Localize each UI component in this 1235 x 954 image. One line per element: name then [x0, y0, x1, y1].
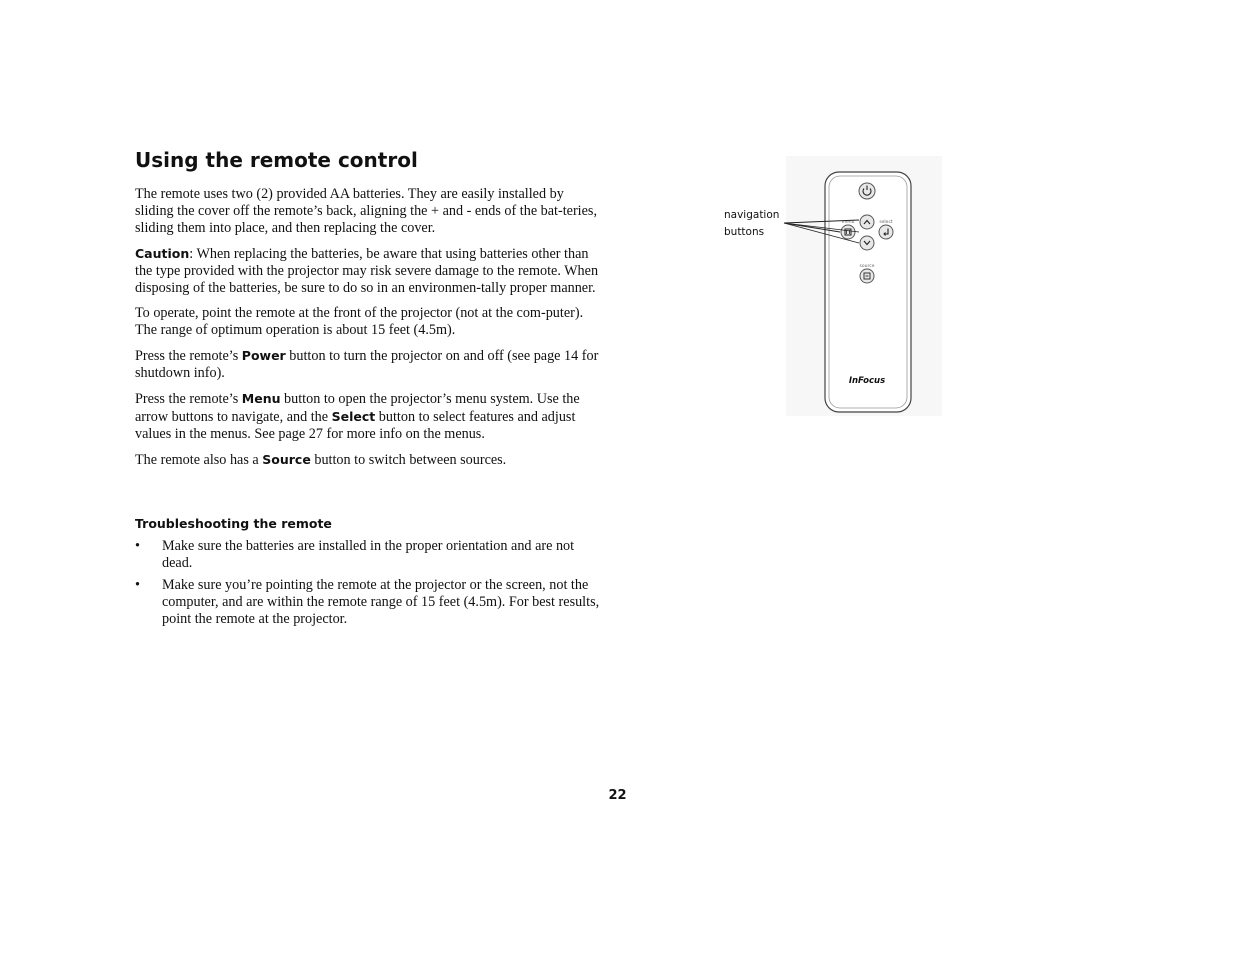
source-label: source [859, 264, 875, 269]
caution-paragraph [135, 245, 605, 297]
source-text-a: The remote also has a [135, 452, 263, 468]
caution-text: : When replacing the batteries, be aware that using batteries other than the type provided with the projector may risk severe damage to the remote. When disposing of the batteries, be sure to do so in an environmen-tally proper manner. [135, 246, 599, 296]
source-keyword: Source [262, 452, 311, 467]
power-paragraph [135, 347, 605, 382]
caution-label: Caution [135, 246, 190, 261]
select-label: select [879, 220, 893, 225]
menu-text-b: button to open the projector’s menu system. Use the arrow buttons to navigate, and the [135, 391, 580, 425]
remote-figure [718, 150, 948, 420]
page-title: Using the remote control [135, 148, 418, 172]
menu-paragraph [135, 390, 605, 443]
list-item-text: Make sure the batteries are installed in the proper orientation and are not dead. [162, 538, 575, 571]
bullet-icon: • [135, 538, 140, 554]
select-keyword: Select [331, 409, 376, 424]
source-icon [860, 269, 874, 283]
source-text-b: button to switch between sources. [310, 452, 507, 468]
callout-line-1: navigation [724, 209, 780, 221]
source-paragraph [135, 451, 605, 469]
menu-label: menu [841, 220, 855, 225]
callout-line-2: buttons [724, 226, 765, 238]
power-text-a: Press the remote’s [135, 348, 242, 364]
battery-paragraph: The remote uses two (2) provided AA batteries. They are easily installed by sliding the cover off the remote’s back, aligning the + and - ends of the bat-teries, sliding them into place, and then replacing the cover. [135, 186, 597, 236]
menu-text-a: Press the remote’s [135, 391, 242, 407]
brand-logo: InFocus [848, 376, 886, 386]
operation-paragraph: To operate, point the remote at the front of the projector (not at the com-puter). The range of optimum operation is about 15 feet (4.5m). [135, 305, 584, 338]
list-item-text: Make sure you’re pointing the remote at the projector or the screen, not the computer, and are within the remote range of 15 feet (4.5m). For best results, point the remote at the projector. [162, 577, 600, 627]
menu-icon [841, 225, 855, 239]
menu-text-c: button to select features and adjust values in the menus. See page 27 for more info on the menus. [135, 409, 576, 442]
body-text [135, 186, 605, 477]
bullet-icon: • [135, 577, 140, 593]
list-item [135, 577, 605, 628]
down-arrow-icon [860, 236, 874, 250]
menu-keyword: Menu [241, 391, 281, 406]
power-text-b: button to turn the projector on and off (see page 14 for shutdown info). [135, 348, 599, 381]
troubleshooting-heading: Troubleshooting the remote [135, 516, 332, 531]
troubleshooting-list [135, 538, 605, 633]
page-number: 22 [608, 788, 627, 803]
remote-illustration [718, 150, 948, 420]
power-icon [859, 183, 875, 199]
up-arrow-icon [860, 215, 874, 229]
select-icon [879, 225, 893, 239]
power-keyword: Power [241, 348, 286, 363]
list-item [135, 538, 605, 572]
